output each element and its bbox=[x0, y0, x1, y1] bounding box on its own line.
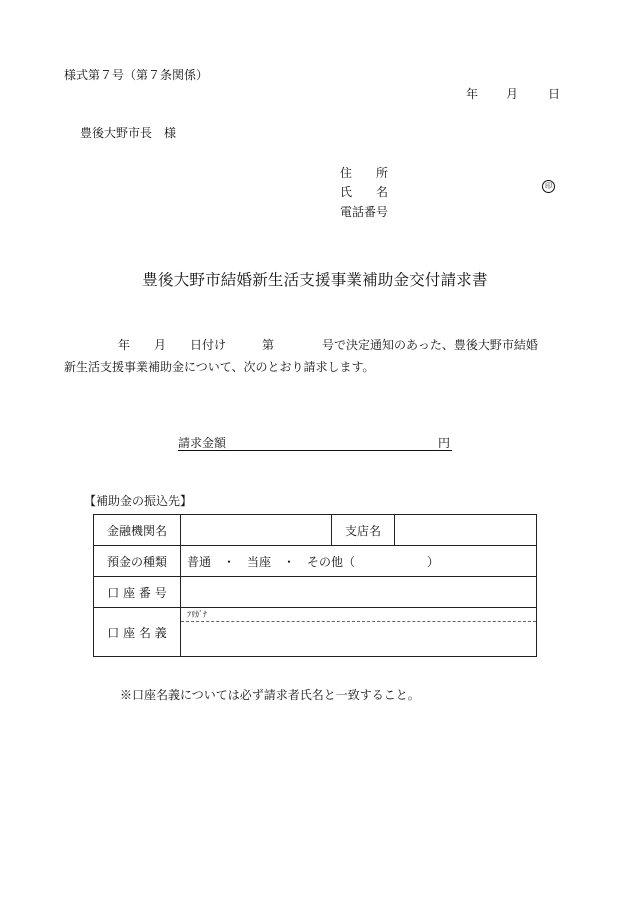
transfer-table bbox=[93, 514, 537, 657]
seal-mark: 印 bbox=[542, 180, 555, 193]
body-text-line-1: 年 月 日付け 第 号で決定通知のあった、豊後大野市結婚 bbox=[118, 338, 538, 352]
amount-unit: 円 bbox=[437, 436, 450, 450]
table-row bbox=[94, 546, 537, 577]
note-text: ※口座名義については必ず請求者氏名と一致すること。 bbox=[120, 688, 420, 702]
amount-label: 請求金額 bbox=[178, 436, 227, 450]
date-year: 年 bbox=[466, 87, 479, 101]
bank-label: 金融機関名 bbox=[94, 515, 181, 546]
section-title: 【補助金の振込先】 bbox=[84, 494, 193, 508]
amount-field bbox=[178, 434, 452, 451]
account-holder-label: 口 座 名 義 bbox=[94, 608, 181, 657]
bank-value bbox=[181, 515, 332, 546]
deposit-type-label: 預金の種類 bbox=[94, 546, 181, 577]
date-day: 日 bbox=[548, 87, 561, 101]
table-row bbox=[94, 577, 537, 608]
furigana-label: ﾌﾘｶﾞﾅ bbox=[181, 608, 536, 622]
name-label: 氏 名 bbox=[340, 185, 389, 199]
addressee: 豊後大野市長 様 bbox=[80, 126, 177, 140]
deposit-type-options: 普通 ・ 当座 ・ その他（ ） bbox=[181, 546, 537, 577]
branch-value bbox=[395, 515, 537, 546]
date-line bbox=[466, 85, 560, 102]
branch-label: 支店名 bbox=[332, 515, 395, 546]
account-number-label: 口 座 番 号 bbox=[94, 577, 181, 608]
date-month: 月 bbox=[506, 87, 519, 101]
account-number-value bbox=[181, 577, 537, 608]
table-row bbox=[94, 515, 537, 546]
body-text-line-2: 新生活支援事業補助金について、次のとおり請求します。 bbox=[64, 360, 375, 374]
document-title: 豊後大野市結婚新生活支援事業補助金交付請求書 bbox=[142, 271, 488, 289]
account-holder-value bbox=[181, 608, 537, 657]
address-label: 住 所 bbox=[340, 166, 389, 180]
phone-label: 電話番号 bbox=[340, 205, 389, 219]
form-number: 様式第７号（第７条関係） bbox=[64, 68, 209, 82]
table-row bbox=[94, 608, 537, 657]
